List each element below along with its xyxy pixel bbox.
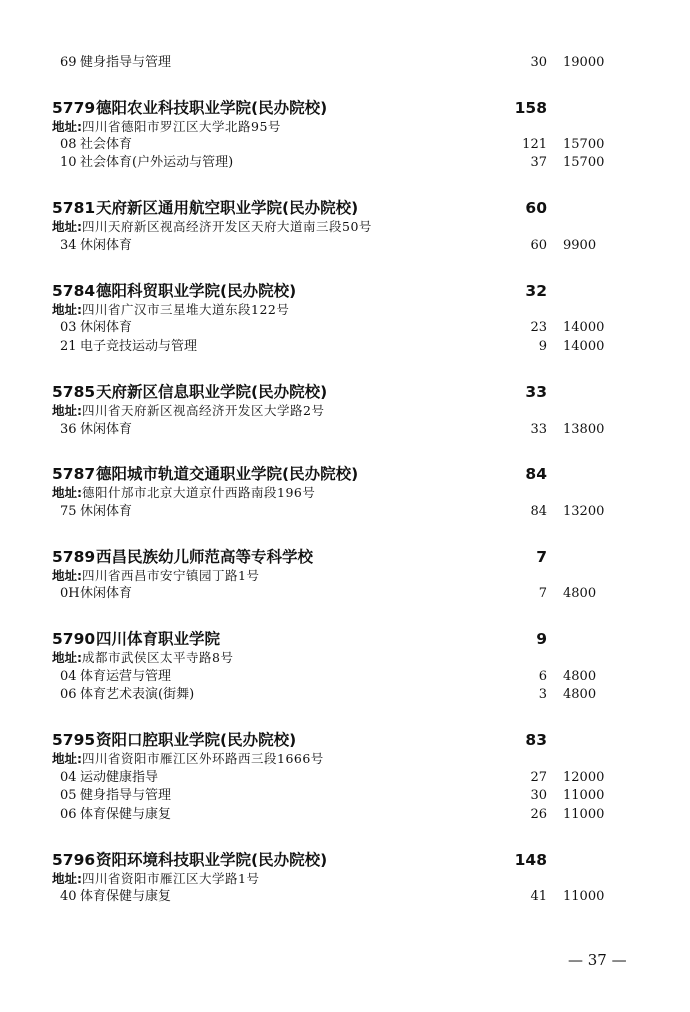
major-name: 休闲体育 bbox=[80, 504, 133, 519]
major-name: 休闲体育 bbox=[80, 238, 133, 253]
major-fee: 15700 bbox=[563, 155, 605, 170]
major-plan: 60 bbox=[530, 238, 547, 253]
major-fee: 11000 bbox=[563, 788, 605, 803]
school-address bbox=[52, 750, 324, 768]
school-code: 5784 bbox=[52, 282, 96, 300]
school-address bbox=[52, 402, 324, 420]
address-label: 地址: bbox=[52, 871, 82, 886]
school-name: 德阳农业科技职业学院(民办院校) bbox=[96, 99, 328, 117]
address-label: 地址: bbox=[52, 403, 82, 418]
school-code: 5789 bbox=[52, 548, 96, 566]
major-row bbox=[0, 136, 690, 154]
major-fee: 19000 bbox=[563, 55, 605, 70]
address-text: 四川省天府新区视高经济开发区大学路2号 bbox=[82, 403, 325, 418]
major-fee: 13200 bbox=[563, 504, 605, 519]
school-address bbox=[52, 870, 259, 888]
school-total: 158 bbox=[514, 99, 547, 117]
address-text: 德阳什邡市北京大道京什西路南段196号 bbox=[82, 485, 316, 500]
major-fee: 4800 bbox=[563, 669, 597, 684]
major-name: 电子竞技运动与管理 bbox=[80, 339, 198, 354]
school-name: 天府新区信息职业学院(民办院校) bbox=[96, 383, 328, 401]
major-fee: 9900 bbox=[563, 238, 597, 253]
major-plan: 6 bbox=[538, 669, 547, 684]
major-name: 休闲体育 bbox=[80, 422, 133, 437]
school-name: 资阳环境科技职业学院(民办院校) bbox=[96, 851, 328, 869]
major-code: 34 bbox=[60, 238, 77, 253]
address-text: 成都市武侯区太平寺路8号 bbox=[82, 650, 234, 665]
major-row bbox=[0, 787, 690, 805]
major-row bbox=[0, 237, 690, 255]
major-plan: 9 bbox=[538, 339, 547, 354]
school-header bbox=[0, 280, 690, 302]
major-name: 社会体育(户外运动与管理) bbox=[80, 155, 234, 170]
major-code: 06 bbox=[60, 687, 77, 702]
major-fee: 13800 bbox=[563, 422, 605, 437]
major-fee: 12000 bbox=[563, 770, 605, 785]
school-address bbox=[52, 118, 281, 136]
major-name: 体育保健与康复 bbox=[80, 889, 172, 904]
major-plan: 84 bbox=[530, 504, 547, 519]
major-plan: 26 bbox=[530, 807, 547, 822]
major-row bbox=[0, 154, 690, 172]
major-plan: 41 bbox=[530, 889, 547, 904]
school-code: 5779 bbox=[52, 99, 96, 117]
school-header bbox=[0, 97, 690, 119]
school-address bbox=[52, 301, 289, 319]
school-name: 资阳口腔职业学院(民办院校) bbox=[96, 731, 297, 749]
school-total: 60 bbox=[525, 199, 547, 217]
school-name: 天府新区通用航空职业学院(民办院校) bbox=[96, 199, 359, 217]
major-name: 体育保健与康复 bbox=[80, 807, 172, 822]
major-row bbox=[0, 503, 690, 521]
major-name: 健身指导与管理 bbox=[80, 55, 172, 70]
major-fee: 11000 bbox=[563, 889, 605, 904]
school-total: 33 bbox=[525, 383, 547, 401]
major-name: 休闲体育 bbox=[80, 586, 133, 601]
major-plan: 27 bbox=[530, 770, 547, 785]
major-code: 69 bbox=[60, 55, 77, 70]
school-name: 西昌民族幼儿师范高等专科学校 bbox=[96, 548, 314, 566]
major-name: 体育运营与管理 bbox=[80, 669, 172, 684]
address-text: 四川省西昌市安宁镇园丁路1号 bbox=[82, 568, 260, 583]
major-code: 10 bbox=[60, 155, 77, 170]
school-code: 5795 bbox=[52, 731, 96, 749]
major-fee: 14000 bbox=[563, 339, 605, 354]
major-row bbox=[0, 421, 690, 439]
major-name: 健身指导与管理 bbox=[80, 788, 172, 803]
school-code: 5785 bbox=[52, 383, 96, 401]
major-row bbox=[0, 888, 690, 906]
major-plan: 30 bbox=[530, 55, 547, 70]
major-code: 04 bbox=[60, 770, 77, 785]
major-fee: 11000 bbox=[563, 807, 605, 822]
major-row bbox=[0, 769, 690, 787]
school-header bbox=[0, 849, 690, 871]
major-fee: 4800 bbox=[563, 687, 597, 702]
major-fee: 4800 bbox=[563, 586, 597, 601]
school-address bbox=[52, 567, 259, 585]
major-plan: 33 bbox=[530, 422, 547, 437]
school-address bbox=[52, 649, 233, 667]
major-code: 08 bbox=[60, 137, 77, 152]
major-plan: 23 bbox=[530, 320, 547, 335]
address-text: 四川省德阳市罗江区大学北路95号 bbox=[82, 119, 281, 134]
major-code: 75 bbox=[60, 504, 77, 519]
school-header bbox=[0, 463, 690, 485]
major-fee: 14000 bbox=[563, 320, 605, 335]
page-number: — 37 — bbox=[568, 951, 627, 969]
major-row bbox=[0, 806, 690, 824]
address-label: 地址: bbox=[52, 302, 82, 317]
school-total: 7 bbox=[536, 548, 547, 566]
school-name: 四川体育职业学院 bbox=[96, 630, 221, 648]
address-label: 地址: bbox=[52, 568, 82, 583]
major-plan: 121 bbox=[522, 137, 547, 152]
address-text: 四川省广汉市三星堆大道东段122号 bbox=[82, 302, 290, 317]
school-code: 5781 bbox=[52, 199, 96, 217]
major-code: 36 bbox=[60, 422, 77, 437]
major-name: 运动健康指导 bbox=[80, 770, 159, 785]
major-row bbox=[0, 668, 690, 686]
address-text: 四川省资阳市雁江区外环路西三段1666号 bbox=[82, 751, 324, 766]
school-code: 5790 bbox=[52, 630, 96, 648]
school-name: 德阳科贸职业学院(民办院校) bbox=[96, 282, 297, 300]
major-code: 0H bbox=[60, 586, 80, 601]
major-code: 06 bbox=[60, 807, 77, 822]
school-header bbox=[0, 729, 690, 751]
school-header bbox=[0, 628, 690, 650]
major-plan: 30 bbox=[530, 788, 547, 803]
address-label: 地址: bbox=[52, 219, 82, 234]
school-header bbox=[0, 197, 690, 219]
major-row bbox=[0, 54, 690, 72]
address-text: 四川省资阳市雁江区大学路1号 bbox=[82, 871, 260, 886]
major-row bbox=[0, 686, 690, 704]
major-name: 社会体育 bbox=[80, 137, 133, 152]
address-text: 四川天府新区视高经济开发区天府大道南三段50号 bbox=[82, 219, 372, 234]
major-name: 体育艺术表演(街舞) bbox=[80, 687, 195, 702]
school-total: 148 bbox=[514, 851, 547, 869]
major-plan: 37 bbox=[530, 155, 547, 170]
major-plan: 7 bbox=[538, 586, 547, 601]
school-address bbox=[52, 484, 315, 502]
major-code: 04 bbox=[60, 669, 77, 684]
address-label: 地址: bbox=[52, 751, 82, 766]
school-total: 32 bbox=[525, 282, 547, 300]
major-row bbox=[0, 338, 690, 356]
school-name: 德阳城市轨道交通职业学院(民办院校) bbox=[96, 465, 359, 483]
school-total: 84 bbox=[525, 465, 547, 483]
school-address bbox=[52, 218, 372, 236]
major-code: 05 bbox=[60, 788, 77, 803]
address-label: 地址: bbox=[52, 119, 82, 134]
school-header bbox=[0, 546, 690, 568]
school-total: 9 bbox=[536, 630, 547, 648]
major-fee: 15700 bbox=[563, 137, 605, 152]
major-code: 21 bbox=[60, 339, 77, 354]
major-row bbox=[0, 319, 690, 337]
address-label: 地址: bbox=[52, 650, 82, 665]
major-code: 40 bbox=[60, 889, 77, 904]
school-total: 83 bbox=[525, 731, 547, 749]
address-label: 地址: bbox=[52, 485, 82, 500]
major-code: 03 bbox=[60, 320, 77, 335]
school-header bbox=[0, 381, 690, 403]
major-name: 休闲体育 bbox=[80, 320, 133, 335]
major-plan: 3 bbox=[538, 687, 547, 702]
school-code: 5787 bbox=[52, 465, 96, 483]
major-row bbox=[0, 585, 690, 603]
school-code: 5796 bbox=[52, 851, 96, 869]
